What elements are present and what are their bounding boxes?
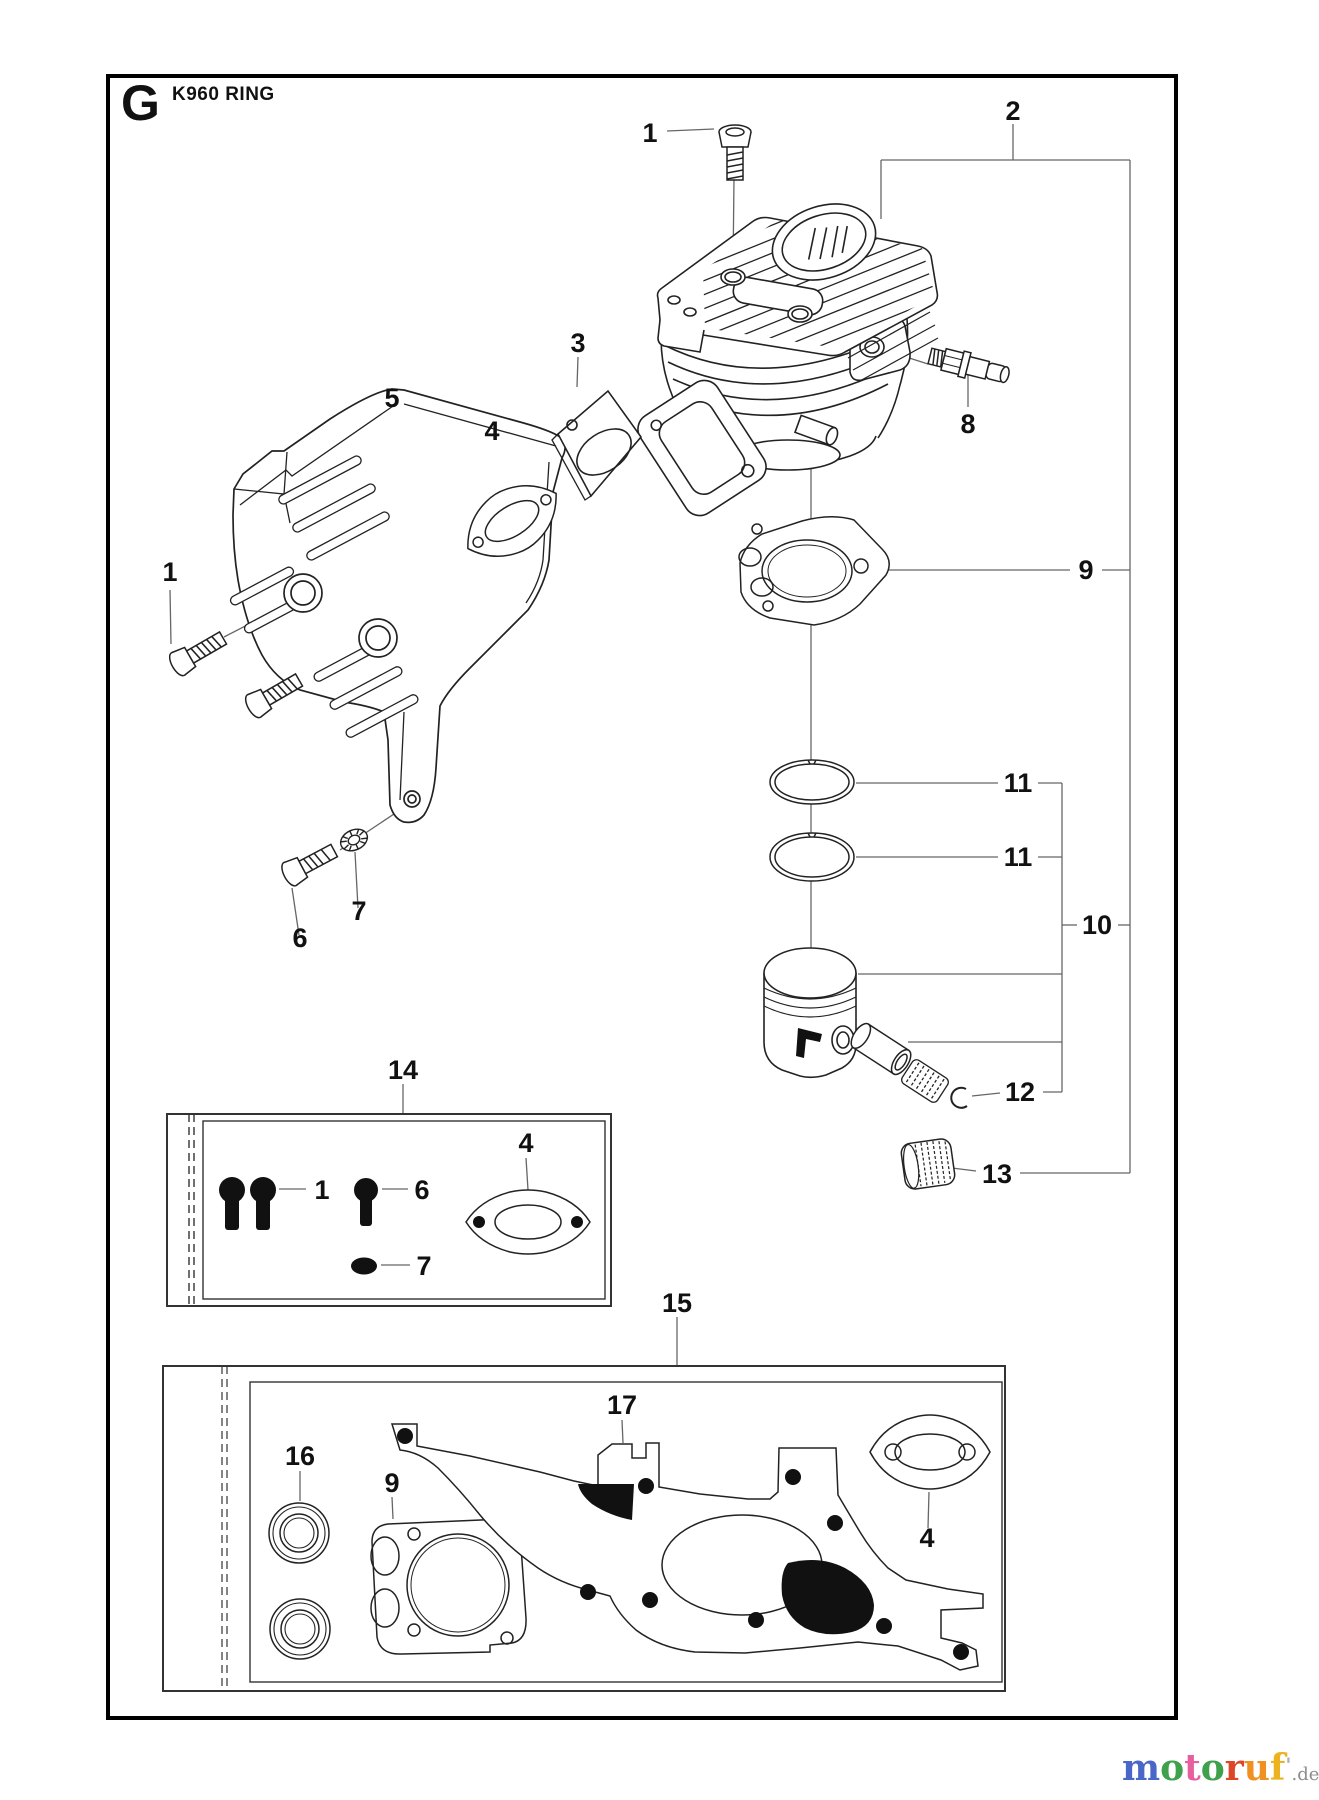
logo-letter: f — [1269, 1747, 1286, 1789]
callout-15: 15 — [661, 1288, 693, 1318]
needle-bearing-drawing — [900, 1138, 956, 1191]
callout-11-top: 11 — [1003, 768, 1033, 798]
lock-washer-drawing — [337, 825, 371, 855]
callout-2: 2 — [1005, 96, 1021, 126]
logo-suffix: .de — [1291, 1764, 1319, 1785]
callout-kit14-1: 1 — [314, 1175, 330, 1205]
callout-1-top: 1 — [642, 118, 658, 148]
callout-17: 17 — [606, 1390, 638, 1420]
callout-1-left: 1 — [162, 557, 178, 587]
piston-ring-bottom-drawing — [770, 833, 854, 881]
callout-8: 8 — [960, 409, 976, 439]
callout-kit15-9: 9 — [384, 1468, 400, 1498]
logo-letter: o — [1200, 1747, 1225, 1789]
cover-plate-drawing — [552, 391, 641, 500]
logo-letter: m — [1122, 1747, 1161, 1789]
logo-letter: t — [1184, 1747, 1201, 1789]
callout-kit15-4: 4 — [919, 1523, 935, 1553]
logo-letter: u — [1243, 1747, 1270, 1789]
callout-13: 13 — [981, 1159, 1013, 1189]
cylinder-gasket-drawing — [739, 517, 889, 625]
callout-11-bottom: 11 — [1003, 842, 1033, 872]
callout-12: 12 — [1004, 1077, 1036, 1107]
callout-labels — [162, 96, 1112, 1553]
screw-top-drawing — [719, 125, 751, 180]
callout-3: 3 — [570, 328, 586, 358]
logo-tick: ' — [1285, 1753, 1292, 1777]
bottom-screw-drawing — [279, 839, 341, 888]
muffler-screw-a — [166, 627, 229, 679]
kit-box-15 — [163, 1366, 1005, 1691]
motoruf-logo — [1122, 1747, 1319, 1789]
callout-kit14-4: 4 — [518, 1128, 534, 1158]
callout-16: 16 — [284, 1441, 316, 1471]
logo-letter: r — [1224, 1747, 1244, 1789]
page-title: K960 RING — [172, 84, 275, 105]
kit-box-14 — [167, 1114, 611, 1306]
cylinder-drawing — [575, 113, 1019, 522]
muffler-screw-b — [242, 669, 305, 721]
callout-4: 4 — [484, 416, 500, 446]
callout-14: 14 — [387, 1055, 419, 1085]
callout-9: 9 — [1078, 555, 1094, 585]
circlip-drawing — [951, 1088, 967, 1108]
logo-letter: o — [1160, 1747, 1185, 1789]
section-letter: G — [121, 75, 160, 131]
muffler-drawing — [229, 389, 565, 822]
piston-drawing — [764, 948, 856, 1077]
piston-ring-top-drawing — [770, 760, 854, 804]
callout-kit14-6: 6 — [414, 1175, 430, 1205]
wrist-pin-drawing — [847, 1020, 914, 1077]
callout-10: 10 — [1081, 910, 1113, 940]
callout-6: 6 — [292, 923, 308, 953]
callout-5: 5 — [384, 383, 400, 413]
callout-kit14-7: 7 — [416, 1251, 432, 1281]
decomp-valve-drawing — [927, 343, 1012, 388]
callout-7: 7 — [351, 896, 367, 926]
